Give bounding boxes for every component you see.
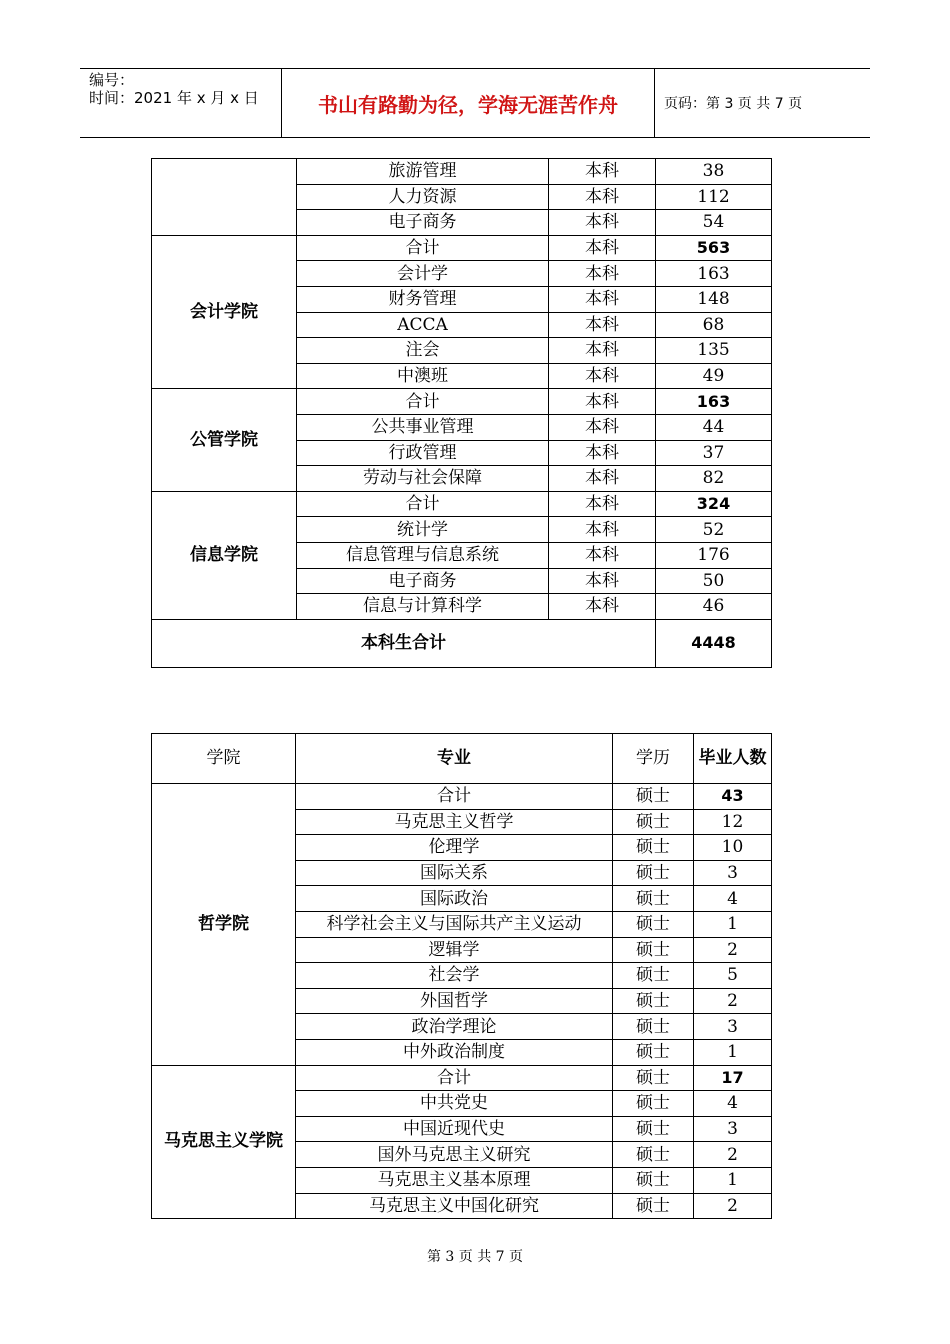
count-cell: 176: [656, 542, 772, 568]
major-cell: 合计: [297, 389, 549, 415]
degree-cell: 本科: [549, 491, 656, 517]
header-degree: 学历: [613, 734, 694, 784]
count-cell: 82: [656, 466, 772, 492]
count-cell: 5: [694, 963, 772, 989]
table-header-row: [152, 734, 772, 784]
major-cell: 外国哲学: [296, 988, 613, 1014]
count-cell: 4: [694, 1091, 772, 1117]
major-cell: 财务管理: [297, 286, 549, 312]
count-cell: 135: [656, 338, 772, 364]
header-meta: [89, 69, 281, 137]
count-cell: 68: [656, 312, 772, 338]
count-cell: 563: [656, 235, 772, 261]
major-cell: 人力资源: [297, 184, 549, 210]
college-cell: 哲学院: [152, 784, 296, 1066]
college-cell: [152, 159, 297, 236]
degree-cell: 本科: [549, 312, 656, 338]
count-cell: 38: [656, 159, 772, 185]
count-cell: 52: [656, 517, 772, 543]
degree-cell: 本科: [549, 594, 656, 620]
degree-cell: 本科: [549, 389, 656, 415]
header-major: 专业: [296, 734, 613, 784]
count-cell: 12: [694, 809, 772, 835]
degree-cell: 硕士: [613, 1014, 694, 1040]
count-cell: 163: [656, 389, 772, 415]
degree-cell: 本科: [549, 286, 656, 312]
count-cell: 3: [694, 1116, 772, 1142]
degree-cell: 本科: [549, 338, 656, 364]
degree-cell: 本科: [549, 184, 656, 210]
degree-cell: 本科: [549, 440, 656, 466]
degree-cell: 硕士: [613, 1065, 694, 1091]
major-cell: 劳动与社会保障: [297, 466, 549, 492]
graduate-table: [151, 733, 772, 1219]
major-cell: 合计: [297, 235, 549, 261]
degree-cell: 本科: [549, 363, 656, 389]
major-cell: 电子商务: [297, 210, 549, 236]
major-cell: 信息与计算科学: [297, 594, 549, 620]
college-cell: 公管学院: [152, 389, 297, 491]
major-cell: 马克思主义哲学: [296, 809, 613, 835]
degree-cell: 本科: [549, 517, 656, 543]
major-cell: 会计学: [297, 261, 549, 287]
count-cell: 1: [694, 1039, 772, 1065]
major-cell: 科学社会主义与国际共产主义运动: [296, 911, 613, 937]
count-cell: 1: [694, 911, 772, 937]
count-cell: 37: [656, 440, 772, 466]
header-motto: 书山有路勤为径，学海无涯苦作舟: [318, 93, 618, 117]
count-cell: 46: [656, 594, 772, 620]
count-cell: 2: [694, 988, 772, 1014]
code-label: 编号：: [89, 71, 135, 89]
degree-cell: 硕士: [613, 886, 694, 912]
table-row: [152, 389, 772, 415]
major-cell: 逻辑学: [296, 937, 613, 963]
header-college: 学院: [152, 734, 296, 784]
header-divider: [654, 69, 655, 137]
major-cell: 国际政治: [296, 886, 613, 912]
table-row: [152, 235, 772, 261]
degree-cell: 硕士: [613, 1167, 694, 1193]
major-cell: 注会: [297, 338, 549, 364]
degree-cell: 硕士: [613, 1116, 694, 1142]
degree-cell: 硕士: [613, 988, 694, 1014]
major-cell: 政治学理论: [296, 1014, 613, 1040]
major-cell: 国外马克思主义研究: [296, 1142, 613, 1168]
major-cell: 公共事业管理: [297, 414, 549, 440]
major-cell: 中外政治制度: [296, 1039, 613, 1065]
count-cell: 1: [694, 1167, 772, 1193]
degree-cell: 本科: [549, 159, 656, 185]
major-cell: 中共党史: [296, 1091, 613, 1117]
count-cell: 3: [694, 860, 772, 886]
major-cell: 伦理学: [296, 835, 613, 861]
degree-cell: 本科: [549, 210, 656, 236]
table-row: [152, 491, 772, 517]
header-page-info: 页码：第 3 页 共 7 页: [664, 96, 803, 112]
degree-cell: 硕士: [613, 937, 694, 963]
degree-cell: 硕士: [613, 1193, 694, 1219]
degree-cell: 本科: [549, 414, 656, 440]
count-cell: 2: [694, 1193, 772, 1219]
major-cell: 马克思主义中国化研究: [296, 1193, 613, 1219]
major-cell: 旅游管理: [297, 159, 549, 185]
time-label: 时间：2021 年 x 月 x 日: [89, 89, 259, 107]
major-cell: 马克思主义基本原理: [296, 1167, 613, 1193]
degree-cell: 硕士: [613, 809, 694, 835]
degree-cell: 硕士: [613, 860, 694, 886]
count-cell: 148: [656, 286, 772, 312]
degree-cell: 硕士: [613, 1091, 694, 1117]
count-cell: 17: [694, 1065, 772, 1091]
degree-cell: 本科: [549, 235, 656, 261]
degree-cell: 硕士: [613, 1039, 694, 1065]
degree-cell: 本科: [549, 261, 656, 287]
college-cell: 马克思主义学院: [152, 1065, 296, 1219]
degree-cell: 硕士: [613, 1142, 694, 1168]
total-row: [152, 619, 772, 667]
count-cell: 2: [694, 937, 772, 963]
degree-cell: 本科: [549, 542, 656, 568]
college-cell: 信息学院: [152, 491, 297, 619]
degree-cell: 本科: [549, 466, 656, 492]
degree-cell: 硕士: [613, 963, 694, 989]
page-header: [80, 68, 870, 138]
count-cell: 50: [656, 568, 772, 594]
count-cell: 163: [656, 261, 772, 287]
major-cell: 合计: [296, 1065, 613, 1091]
count-cell: 2: [694, 1142, 772, 1168]
major-cell: ACCA: [297, 312, 549, 338]
header-divider: [281, 69, 282, 137]
major-cell: 电子商务: [297, 568, 549, 594]
table-row: [152, 784, 772, 810]
table-row: [152, 1065, 772, 1091]
header-count: 毕业人数: [694, 734, 772, 784]
degree-cell: 本科: [549, 568, 656, 594]
major-cell: 合计: [296, 784, 613, 810]
count-cell: 44: [656, 414, 772, 440]
major-cell: 合计: [297, 491, 549, 517]
total-value: 4448: [656, 619, 772, 667]
major-cell: 统计学: [297, 517, 549, 543]
major-cell: 信息管理与信息系统: [297, 542, 549, 568]
count-cell: 54: [656, 210, 772, 236]
count-cell: 324: [656, 491, 772, 517]
degree-cell: 硕士: [613, 911, 694, 937]
page-footer: 第 3 页 共 7 页: [426, 1249, 524, 1265]
count-cell: 4: [694, 886, 772, 912]
degree-cell: 硕士: [613, 784, 694, 810]
count-cell: 43: [694, 784, 772, 810]
count-cell: 3: [694, 1014, 772, 1040]
total-label: 本科生合计: [152, 619, 656, 667]
count-cell: 49: [656, 363, 772, 389]
major-cell: 国际关系: [296, 860, 613, 886]
degree-cell: 硕士: [613, 835, 694, 861]
college-cell: 会计学院: [152, 235, 297, 389]
undergrad-table: [151, 158, 772, 668]
major-cell: 中国近现代史: [296, 1116, 613, 1142]
major-cell: 中澳班: [297, 363, 549, 389]
table-row: [152, 159, 772, 185]
count-cell: 10: [694, 835, 772, 861]
major-cell: 社会学: [296, 963, 613, 989]
major-cell: 行政管理: [297, 440, 549, 466]
count-cell: 112: [656, 184, 772, 210]
